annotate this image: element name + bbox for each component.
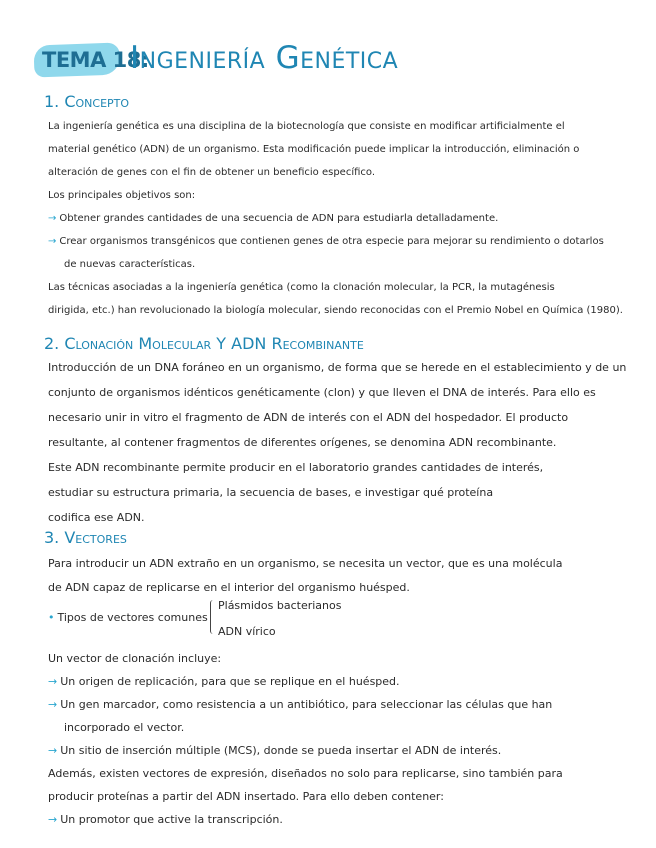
bullet-dot-icon: • (48, 611, 55, 624)
s3-item (48, 675, 400, 688)
brace-icon (210, 600, 216, 634)
tema-label: TEMA 18: (42, 48, 149, 72)
section-2-heading: 2. Clonación Molecular Y ADN Recombinante (44, 334, 364, 353)
s2-line: Introducción de un DNA foráneo en un organismo, de forma que se herede en el establecimiento y de un (48, 361, 627, 374)
s3-item (48, 813, 283, 826)
vector-types-label (48, 611, 208, 624)
vector-types-text: Tipos de vectores comunes (57, 611, 208, 624)
s3-line: producir proteínas a partir del ADN insertado. Para ello deben contener: (48, 790, 444, 803)
s1-bullet-continuation: de nuevas características. (64, 259, 196, 270)
s3-line: Además, existen vectores de expresión, diseñados no solo para replicarse, sino también para (48, 767, 563, 780)
s2-line: codifica ese ADN. (48, 511, 145, 524)
title-row (34, 40, 634, 82)
s1-bullet-text: Crear organismos transgénicos que contienen genes de otra especie para mejorar su rendimiento o dotarlos (59, 236, 604, 247)
arrow-icon: → (48, 213, 57, 224)
s3-item-text: Un gen marcador, como resistencia a un antibiótico, para seleccionar las células que han (60, 698, 553, 711)
section-1-heading: 1. Concepto (44, 92, 130, 111)
vector-type-plasmids: Plásmidos bacterianos (218, 599, 342, 612)
s3-line: de ADN capaz de replicarse en el interior del organismo huésped. (48, 581, 410, 594)
page-title: Ingeniería Genética (130, 40, 399, 76)
arrow-icon: → (48, 675, 58, 688)
s3-item-text: Un sitio de inserción múltiple (MCS), donde se pueda insertar el ADN de interés. (60, 744, 502, 757)
s1-bullet-text: Obtener grandes cantidades de una secuencia de ADN para estudiarla detalladamente. (59, 213, 499, 224)
s1-bullet (48, 235, 604, 248)
s2-line: resultante, al contener fragmentos de diferentes orígenes, se denomina ADN recombinante. (48, 436, 557, 449)
s2-line: necesario unir in vitro el fragmento de ADN de interés con el ADN del hospedador. El producto (48, 411, 569, 424)
s1-line: material genético (ADN) de un organismo. Esta modificación puede implicar la introducción, eliminación o (48, 144, 580, 155)
section-3-heading: 3. Vectores (44, 528, 127, 547)
s1-line: La ingeniería genética es una disciplina de la biotecnología que consiste en modificar artificialmente el (48, 121, 565, 132)
s3-item-text: Un origen de replicación, para que se replique en el huésped. (60, 675, 400, 688)
arrow-icon: → (48, 236, 57, 247)
arrow-icon: → (48, 698, 58, 711)
s1-bullet (48, 212, 498, 225)
vector-type-viral: ADN vírico (218, 625, 276, 638)
s1-line: Los principales objetivos son: (48, 190, 196, 201)
s1-line: alteración de genes con el fin de obtener un beneficio específico. (48, 167, 376, 178)
s3-line: Para introducir un ADN extraño en un organismo, se necesita un vector, que es una molécula (48, 557, 563, 570)
s3-item-continuation: incorporado el vector. (64, 721, 185, 734)
s3-line: Un vector de clonación incluye: (48, 652, 222, 665)
s3-item (48, 744, 501, 757)
arrow-icon: → (48, 744, 58, 757)
s1-line: Las técnicas asociadas a la ingeniería genética (como la clonación molecular, la PCR, la mutagénesis (48, 282, 555, 293)
s2-line: Este ADN recombinante permite producir en el laboratorio grandes cantidades de interés, (48, 461, 544, 474)
arrow-icon: → (48, 813, 58, 826)
s3-item-text: Un promotor que active la transcripción. (60, 813, 283, 826)
s2-line: estudiar su estructura primaria, la secuencia de bases, e investigar qué proteína (48, 486, 494, 499)
s1-line: dirigida, etc.) han revolucionado la biología molecular, siendo reconocidas con el Premio Nobel en Química (1980). (48, 305, 623, 316)
s2-line: conjunto de organismos idénticos genéticamente (clon) y que lleven el DNA de interés. Para ello es (48, 386, 596, 399)
s3-item (48, 698, 552, 711)
